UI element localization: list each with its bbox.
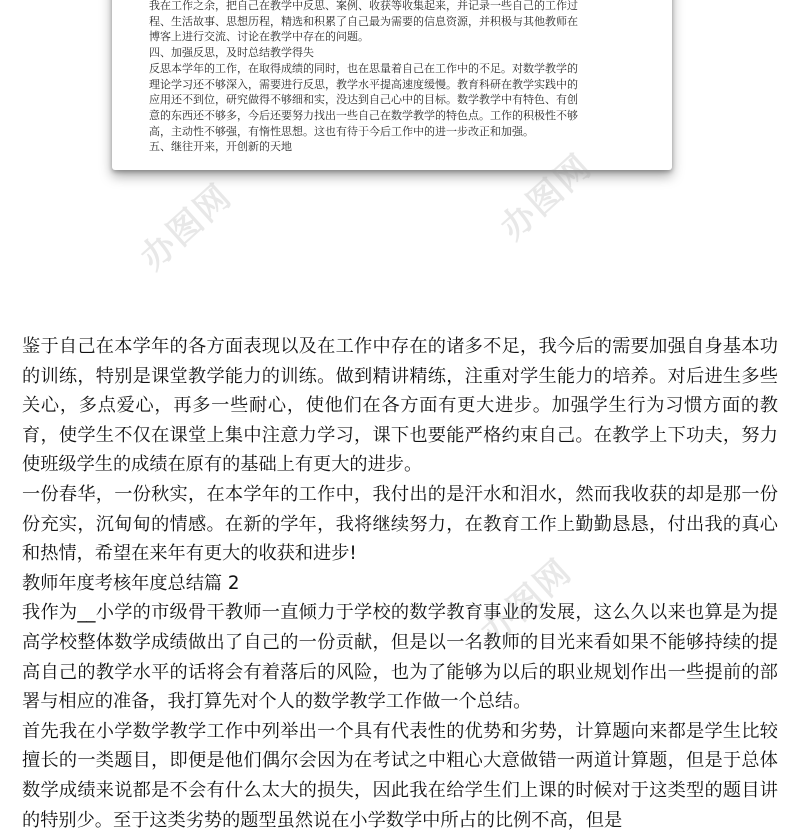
- paragraph: 首先我在小学数学教学工作中列举出一个具有代表性的优势和劣势，计算题向来都是学生比较擅长的一类题目，即便是他们偶尔会因为在考试之中粗心大意做错一两道计算题，但是于总体数学成绩来说都是不会有什么太大的损失，因此我在给学生们上课的时候对于这类型的题目讲的特别少。至于这类劣势的题型虽然说在小学数学中所占的比例不高，但是: [22, 720, 778, 831]
- card-line: 博客上进行交流、讨论在教学中存在的问题。: [149, 30, 369, 44]
- card-heading: 五、继往开来，开创新的天地: [149, 140, 292, 154]
- card-line: 应用还不到位，研究做得不够细和实，没达到自己心中的目标。数学教学中有特色、有创: [149, 93, 578, 107]
- card-heading: 四、加强反思，及时总结教学得失: [149, 46, 314, 60]
- card-line: 理论学习还不够深入，需要进行反思，教学水平提高速度缓慢。教育科研在教学实践中的: [149, 77, 578, 91]
- watermark: 办图网: [472, 551, 580, 654]
- paragraph: 一份春华，一份秋实，在本学年的工作中，我付出的是汗水和泪水，然而我收获的却是那一份份充实，沉甸甸的情感。在新的学年，我将继续努力，在教育工作上勤勤恳恳，付出我的真心和热情，希望在来年有更大的收获和进步!: [22, 483, 778, 565]
- card-line: 我在工作之余，把自己在教学中反思、案例、收获等收集起来，并记录一些自己的工作过: [149, 0, 578, 12]
- card-line: 高，主动性不够强，有惰性思想。这也有待于今后工作中的进一步改正和加强。: [149, 124, 534, 138]
- card-line: 程、生活故事、思想历程，精选和积累了自己最为需要的信息资源，并积极与其他教师在: [149, 14, 578, 28]
- watermark: 办图网: [492, 146, 600, 249]
- card-text-block: [149, 0, 649, 155]
- paragraph: 鉴于自己在本学年的各方面表现以及在工作中存在的诸多不足，我今后的需要加强自身基本功的训练，特别是课堂教学能力的训练。做到精讲精练，注重对学生能力的培养。对后进生多些关心，多点爱心，再多一些耐心，使他们在各方面有更大进步。加强学生行为习惯方面的教育，使学生不仅在课堂上集中注意力学习，课下也要能严格约束自己。在教学上下功夫，努力使班级学生的成绩在原有的基础上有更大的进步。: [22, 336, 778, 476]
- card-line: 意的东西还不够多，今后还要努力找出一些自己在数学教学的特色点。工作的积极性不够: [149, 108, 578, 122]
- section-title: 教师年度考核年度总结篇 2: [22, 572, 240, 594]
- main-text: [22, 332, 778, 835]
- paragraph: 我作为__小学的市级骨干教师一直倾力于学校的数学教育事业的发展，这么久以来也算是为提高学校整体数学成绩做出了自己的一份贡献，但是以一名教师的目光来看如果不能够持续的提高自己的教学水平的话将会有着落后的风险，也为了能够为以后的职业规划作出一些提前的部署与相应的准备，我打算先对个人的数学教学工作做一个总结。: [22, 602, 778, 713]
- card-line: 反思本学年的工作，在取得成绩的同时，也在思量着自己在工作中的不足。对数学教学的: [149, 61, 578, 75]
- watermark: 办图网: [132, 176, 240, 279]
- document-page-card: [112, 0, 672, 170]
- document-page-preview: [0, 0, 800, 300]
